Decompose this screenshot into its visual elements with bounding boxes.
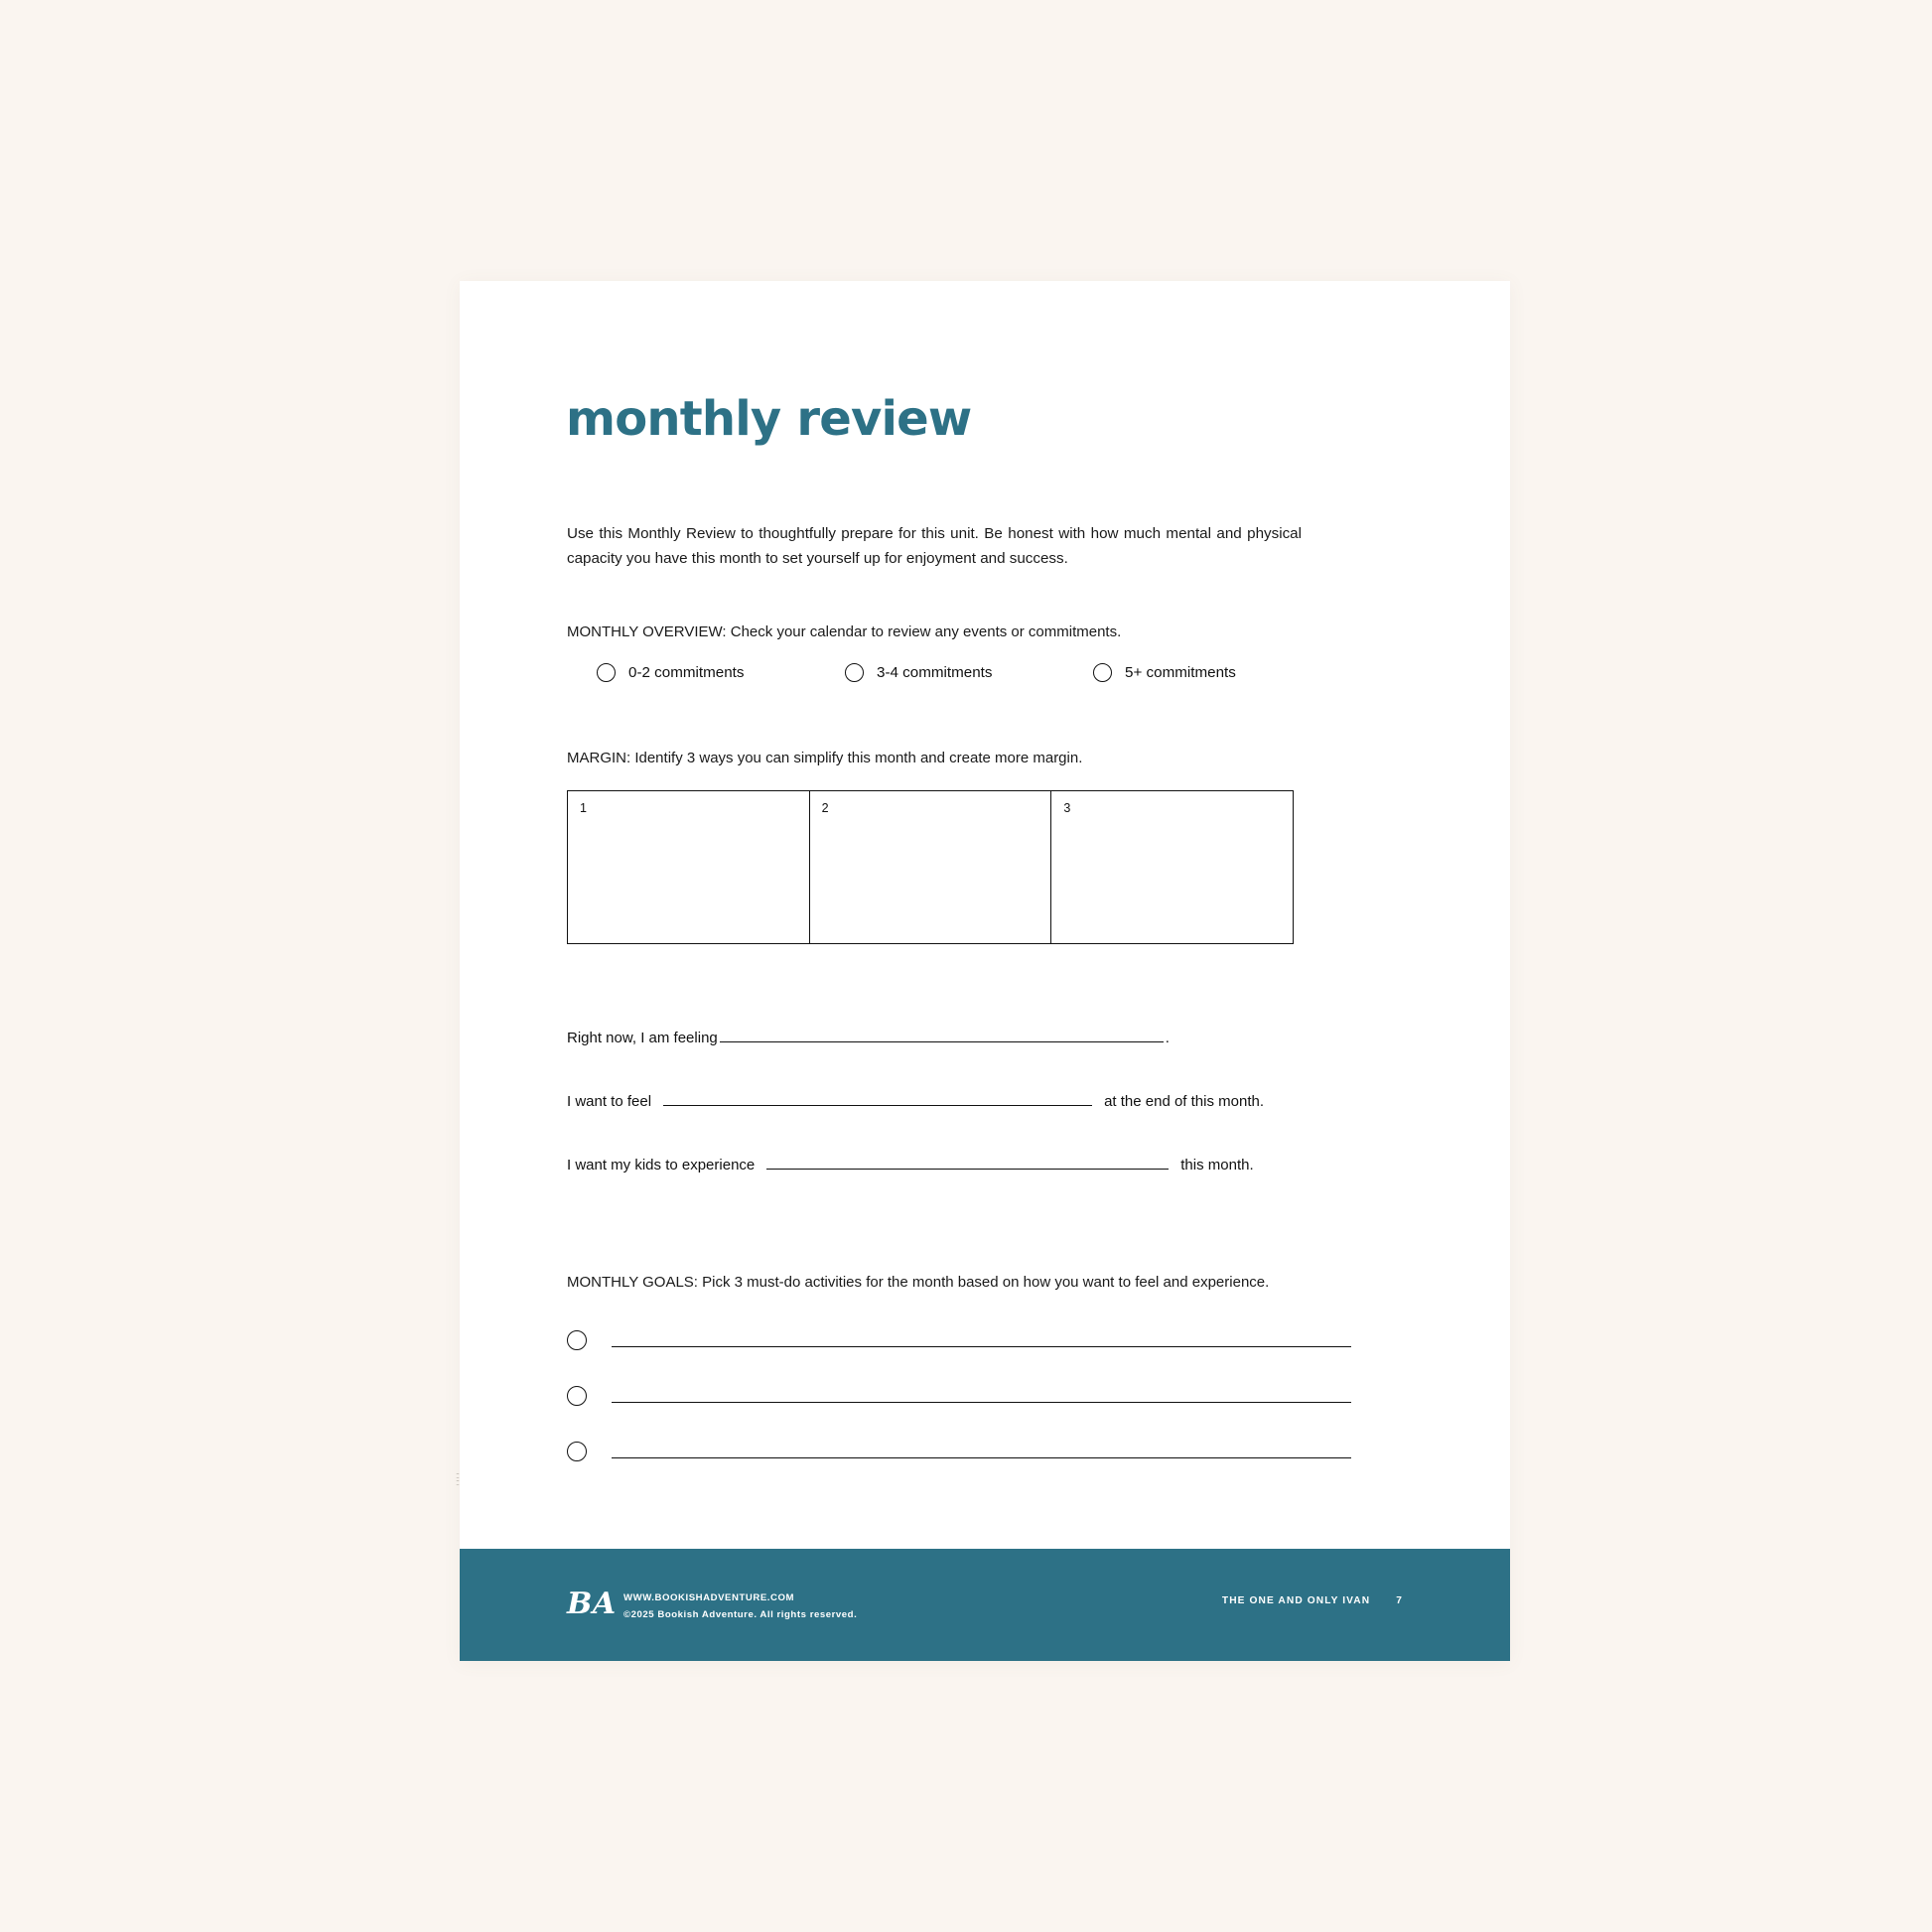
goal-row-3[interactable] (567, 1442, 1351, 1461)
margin-table (567, 790, 1294, 944)
prompt-want-to-feel-after: at the end of this month. (1104, 1093, 1264, 1110)
goal-row-1[interactable] (567, 1330, 1351, 1350)
prompt-kids-experience-before: I want my kids to experience (567, 1157, 756, 1173)
prompt-feeling-now-after: . (1165, 1030, 1170, 1046)
page-footer (460, 1549, 1510, 1661)
margin-cell-1[interactable] (568, 791, 810, 943)
footer-left-text (623, 1590, 857, 1624)
overview-option-1-label: 3-4 commitments (877, 664, 993, 681)
prompt-want-to-feel-before: I want to feel (567, 1093, 652, 1110)
goal-3-input[interactable] (612, 1446, 1351, 1458)
crop-mark-icon: :: :: (456, 1470, 460, 1488)
page-content (456, 281, 1510, 1549)
footer-website: WWW.BOOKISHADVENTURE.COM (623, 1592, 795, 1603)
radio-circle-icon[interactable] (845, 663, 864, 682)
monthly-overview-options (567, 663, 1361, 703)
goal-circle-icon[interactable] (567, 1330, 587, 1350)
overview-option-0-label: 0-2 commitments (628, 664, 745, 681)
goal-2-input[interactable] (612, 1390, 1351, 1403)
overview-option-2[interactable] (1093, 663, 1236, 682)
margin-cell-3[interactable] (1051, 791, 1293, 943)
margin-cell-2-number: 2 (821, 801, 829, 815)
monthly-overview-label: MONTHLY OVERVIEW: Check your calendar to review any events or commitments. (567, 623, 1122, 640)
goal-circle-icon[interactable] (567, 1386, 587, 1406)
prompt-feeling-now-input[interactable] (720, 1040, 1164, 1042)
prompt-kids-experience-input[interactable] (766, 1168, 1169, 1170)
overview-option-1[interactable] (845, 663, 992, 682)
radio-circle-icon[interactable] (597, 663, 616, 682)
worksheet-page (456, 281, 1510, 1661)
footer-book-title: THE ONE AND ONLY IVAN (1221, 1595, 1371, 1606)
monthly-goals-label: MONTHLY GOALS: Pick 3 must-do activities for the month based on how you want to feel and experience. (567, 1274, 1270, 1291)
footer-copyright: ©2025 Bookish Adventure. All rights reserved. (623, 1608, 858, 1620)
prompt-kids-experience-after: this month. (1180, 1157, 1254, 1173)
margin-label: MARGIN: Identify 3 ways you can simplify this month and create more margin. (567, 750, 1083, 766)
page-title: monthly review (566, 391, 972, 447)
prompt-feeling-now (567, 1030, 1170, 1046)
prompt-feeling-now-before: Right now, I am feeling (567, 1030, 718, 1046)
intro-paragraph: Use this Monthly Review to thoughtfully prepare for this unit. Be honest with how much mental and physical capacity you have this month to set yourself up for enjoyment and success. (567, 525, 1302, 567)
brand-logo: BA (567, 1587, 617, 1621)
footer-right (1222, 1595, 1403, 1606)
prompt-kids-experience (567, 1157, 1254, 1173)
goal-circle-icon[interactable] (567, 1442, 587, 1461)
margin-cell-2[interactable] (810, 791, 1052, 943)
margin-cell-1-number: 1 (580, 801, 587, 815)
radio-circle-icon[interactable] (1093, 663, 1112, 682)
prompt-want-to-feel-input[interactable] (663, 1104, 1092, 1106)
goal-1-input[interactable] (612, 1334, 1351, 1347)
footer-page-number: 7 (1396, 1595, 1403, 1606)
prompt-want-to-feel (567, 1093, 1264, 1110)
goal-row-2[interactable] (567, 1386, 1351, 1406)
margin-cell-3-number: 3 (1063, 801, 1071, 815)
overview-option-0[interactable] (597, 663, 744, 682)
overview-option-2-label: 5+ commitments (1125, 664, 1236, 681)
